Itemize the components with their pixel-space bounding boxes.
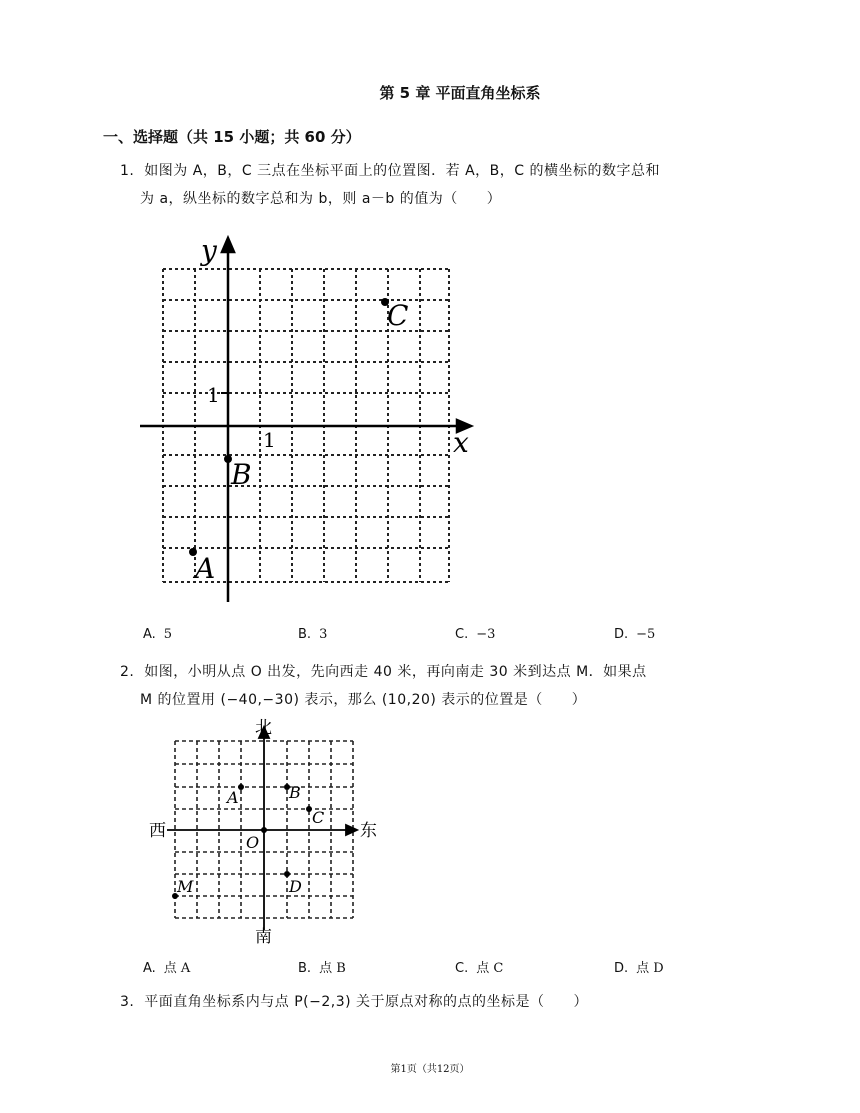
q2-point-c-label: C	[312, 808, 325, 827]
q2-point-o-label: O	[246, 833, 260, 852]
q2-point-a-marker	[238, 784, 244, 790]
q1-number: 1.	[120, 163, 135, 179]
q3-number: 3.	[120, 994, 135, 1010]
q2-south-label: 南	[255, 927, 272, 945]
q1-option-c[interactable]: C. −3	[455, 627, 496, 642]
q2-text-line2: M 的位置用 (−40,−30) 表示，那么 (10,20) 表示的位置是（ ）	[140, 692, 587, 708]
q2-option-b[interactable]: B. 点 B	[298, 961, 346, 976]
q2-option-c[interactable]: C. 点 C	[455, 961, 504, 976]
q3-line1	[120, 991, 588, 1011]
q2-direction-grid-figure	[145, 715, 385, 945]
q2-east-label: 东	[360, 821, 377, 841]
q1-y-axis-label: y	[201, 234, 217, 267]
q2-number: 2.	[120, 664, 135, 680]
q2-point-m-label: M	[177, 877, 194, 896]
q2-point-d-label: D	[289, 877, 302, 896]
q1-x-axis-label: x	[453, 426, 469, 459]
q2-text-line1: 如图，小明从点 O 出发，先向西走 40 米，再向南走 30 米到达点 M．如果点	[144, 664, 647, 680]
q2-option-d[interactable]: D. 点 D	[614, 961, 664, 976]
q2-north-label: 北	[255, 718, 272, 738]
q2-option-a[interactable]: A. 点 A	[143, 961, 191, 976]
q1-point-c-label: C	[387, 299, 409, 332]
q2-line1	[120, 661, 647, 681]
q1-option-d[interactable]: D. −5	[614, 627, 656, 642]
q1-line1	[120, 160, 660, 180]
page-footer: 第1页（共12页）	[390, 1064, 470, 1075]
q2-origin-marker	[261, 827, 267, 833]
q3-text-line1: 平面直角坐标系内与点 P(−2,3) 关于原点对称的点的坐标是（ ）	[144, 994, 589, 1010]
q2-point-b-label: B	[289, 783, 301, 802]
q1-point-a-label: A	[195, 552, 216, 585]
q1-y-unit-label: 1	[207, 383, 220, 407]
q1-option-b[interactable]: B. 3	[298, 627, 328, 642]
section-heading: 一、选择题（共 15 小题；共 60 分）	[103, 128, 361, 146]
q2-point-a-label: A	[227, 788, 239, 807]
q1-text-line1: 如图为 A，B，C 三点在坐标平面上的位置图．若 A，B，C 的横坐标的数字总和	[144, 163, 660, 179]
q1-coordinate-grid-figure	[135, 230, 480, 615]
page-title: 第 5 章 平面直角坐标系	[379, 84, 541, 102]
q1-x-unit-label: 1	[263, 428, 276, 452]
q1-text-line2: 为 a，纵坐标的数字总和为 b，则 a－b 的值为（ ）	[140, 191, 502, 207]
q1-option-a[interactable]: A. 5	[143, 627, 173, 642]
q1-point-b-label: B	[231, 458, 252, 491]
q2-west-label: 西	[149, 821, 166, 841]
